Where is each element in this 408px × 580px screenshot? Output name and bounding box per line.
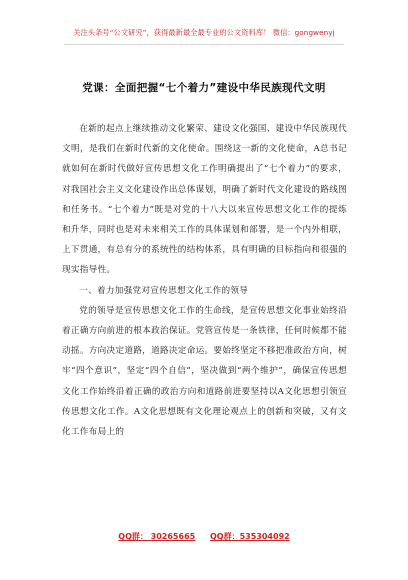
body-paragraph: 党的领导是宣传思想文化工作的生命线，是宣传思想文化事业始终沿着正确方向前进的根本政治保证。党管宣传是一条铁律，任何时候都不能动摇。方向决定道路，道路决定命运。要始终坚定不移把准政治方向，树牢“四个意识”，坚定“四个自信”，坚决做到“两个维护”，确保宣传思想文化工作始终沿着正确的政治方向和道路前进要坚持以A文化思想引领宣传思想文化工作。A文化思想既有文化理论观点上的创新和突破，又有文化工作布局上的 xyxy=(62,305,347,438)
header-banner: 关注头条号“公文研究”，获得最新最全最专业的公文资料库！ 微信：gongwenyj xyxy=(73,28,335,37)
document-title: 党课：全面把握“七个着力”建设中华民族现代文明 xyxy=(82,82,326,94)
section-heading: 一、着力加强党对宣传思想文化工作的领导 xyxy=(79,285,249,296)
header-divider xyxy=(64,44,344,45)
document-body xyxy=(62,119,347,442)
footer-qq-group-2: QQ群：535304092 xyxy=(210,532,290,541)
footer-qq-group-1: QQ群： 30265665 xyxy=(118,532,196,541)
body-paragraph: 在新的起点上继续推动文化繁荣、建设文化强国、建设中华民族现代文明，是我们在新时代新的文化使命。围绕这一新的文化使命，A总书记就如何在新时代做好宣传思想文化工作明确提出了“七个着力”的要求，对我国社会主义文化建设作出总体谋划，明确了新时代文化建设的路线图和任务书。“七个着力”既是对党的十八大以来宣传思想文化工作的提炼和升华，同时也是对未来相关工作的具体谋划和部署，是一个内外相联，上下贯通，有总有分的系统性的结构体系，具有明确的目标指向和很强的现实指导性。 xyxy=(62,124,347,276)
footer-contact xyxy=(0,531,408,542)
